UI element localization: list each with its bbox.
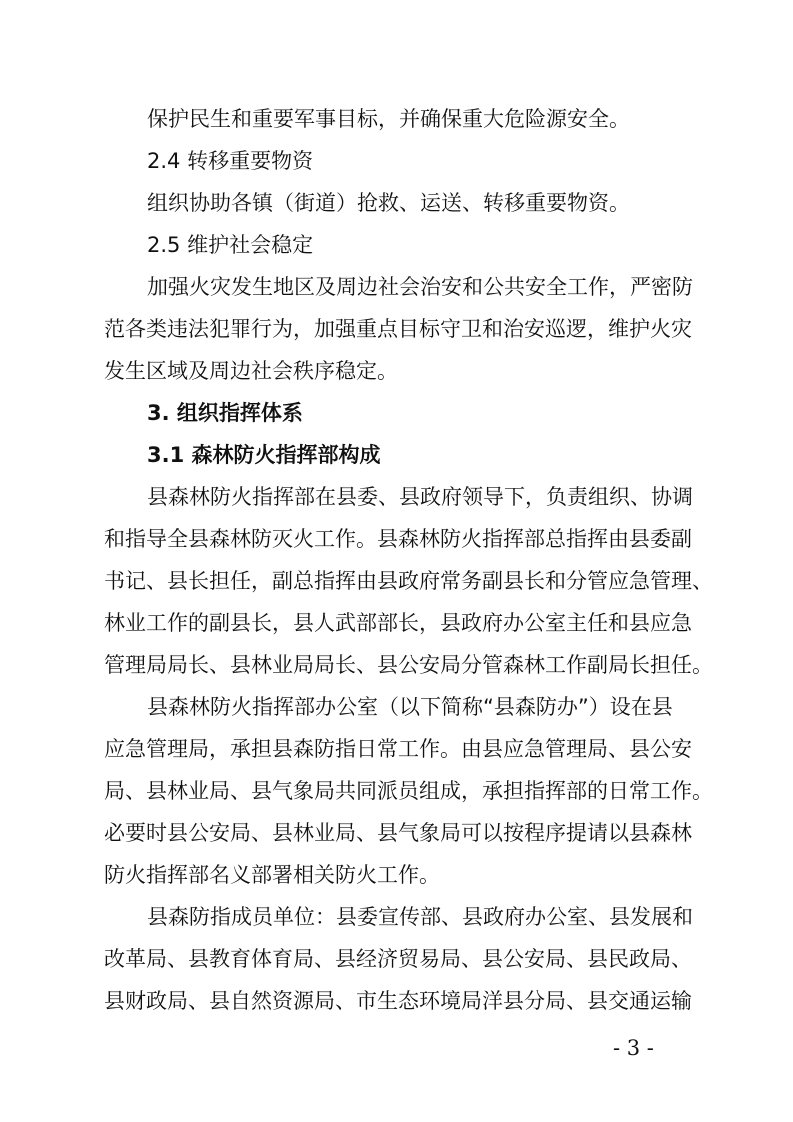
paragraph-line-20: 县森防指成员单位：县委宣传部、县政府办公室、县发展和 [147, 905, 693, 929]
paragraph-line-22: 县财政局、县自然资源局、市生态环境局洋县分局、县交通运输 [104, 989, 692, 1013]
paragraph-line-11: 和指导全县森林防灭火工作。县森林防火指挥部总指挥由县委副 [104, 527, 692, 551]
paragraph-line-16: 应急管理局，承担县森防指日常工作。由县应急管理局、县公安 [104, 737, 692, 761]
paragraph-line-12: 书记、县长担任，副总指挥由县政府常务副县长和分管应急管理、 [104, 569, 713, 593]
paragraph-line-21: 改革局、县教育体育局、县经济贸易局、县公安局、县民政局、 [104, 947, 692, 971]
section-heading-2-5: 2.5 维护社会稳定 [147, 233, 314, 257]
paragraph-line-15: 县森林防火指挥部办公室（以下简称“县森防办”）设在县 [147, 695, 673, 719]
paragraph-line-10: 县森林防火指挥部在县委、县政府领导下，负责组织、协调 [147, 485, 693, 509]
paragraph-line-13: 林业工作的副县长，县人武部部长，县政府办公室主任和县应急 [104, 611, 692, 635]
page-number: - 3 - [613, 1036, 654, 1060]
paragraph-line-14: 管理局局长、县林业局局长、县公安局分管森林工作副局长担任。 [104, 653, 713, 677]
paragraph-line-18: 必要时县公安局、县林业局、县气象局可以按程序提请以县森林 [104, 821, 692, 845]
paragraph-line-1: 保护民生和重要军事目标，并确保重大危险源安全。 [147, 107, 630, 131]
paragraph-line-6: 范各类违法犯罪行为，加强重点目标守卫和治安巡逻，维护火灾 [104, 317, 692, 341]
paragraph-line-7: 发生区域及周边社会秩序稳定。 [104, 359, 398, 383]
paragraph-line-3: 组织协助各镇（街道）抢救、运送、转移重要物资。 [147, 191, 630, 215]
section-heading-2-4: 2.4 转移重要物资 [147, 149, 314, 173]
paragraph-line-19: 防火指挥部名义部署相关防火工作。 [104, 863, 440, 887]
section-heading-3-1: 3.1 森林防火指挥部构成 [147, 443, 381, 467]
paragraph-line-5: 加强火灾发生地区及周边社会治安和公共安全工作，严密防 [147, 275, 693, 299]
paragraph-line-17: 局、县林业局、县气象局共同派员组成，承担指挥部的日常工作。 [104, 779, 713, 803]
section-heading-3: 3. 组织指挥体系 [147, 401, 303, 425]
